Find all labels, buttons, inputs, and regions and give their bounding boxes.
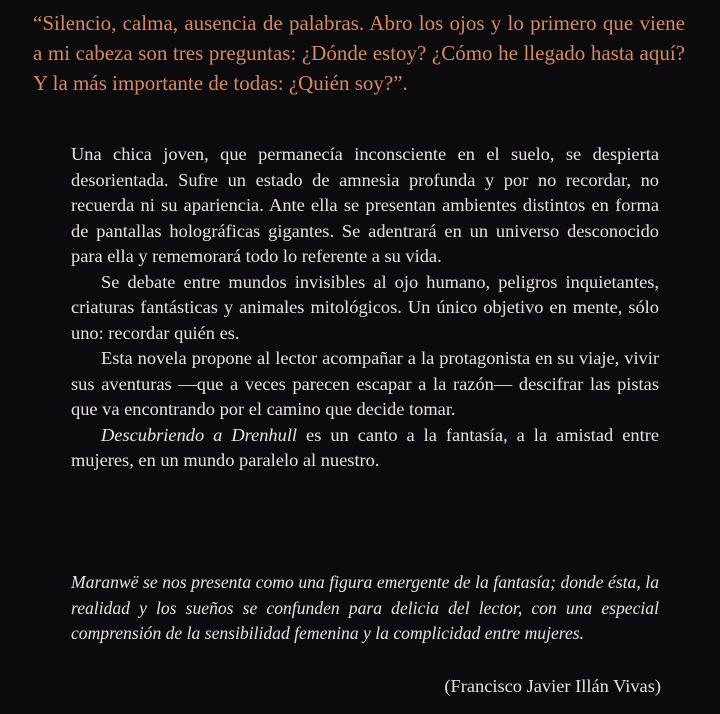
review-author: (Francisco Javier Illán Vivas)	[444, 676, 661, 696]
synopsis-paragraph-4	[71, 423, 659, 474]
synopsis-paragraph-3: Esta novela propone al lector acompañar a la protagonista en su viaje, vivir sus aventuras —que a veces parecen escapar a la razón— descifrar las pistas que va encontrando por el camino que decide tomar.	[71, 348, 659, 419]
book-title: Descubriendo a Drenhull	[101, 424, 298, 445]
synopsis-paragraph-4-text: es un canto a la fantasía, a la amistad entre mujeres, en un mundo paralelo al nuestro.	[71, 424, 659, 470]
review-text: Maranwë se nos presenta como una figura emergente de la fantasía; donde ésta, la realidad y los sueños se confunden para delicia del lector, con una especial comprensión de la sensibilidad femenina y la complicidad entre mujeres.	[71, 572, 659, 643]
synopsis	[71, 142, 659, 474]
synopsis-paragraph-1: Una chica joven, que permanecía inconsciente en el suelo, se despierta desorientada. Sufre un estado de amnesia profunda y por no recordar, no recuerda ni su apariencia. Ante ella se presentan ambientes distintos en forma de pantallas holográficas gigantes. Se adentrará en un universo desconocido para ella y rememorará todo lo referente a su vida.	[71, 144, 659, 266]
synopsis-paragraph-2: Se debate entre mundos invisibles al ojo humano, peligros inquietantes, criaturas fantásticas y animales mitológicos. Un único objetivo en mente, sólo uno: recordar quién es.	[71, 271, 659, 343]
opening-quote: “Silencio, calma, ausencia de palabras. Abro los ojos y lo primero que viene a mi cabeza son tres preguntas: ¿Dónde estoy? ¿Cómo he llegado hasta aquí? Y la más importante de todas: ¿Quién soy?”.	[33, 11, 685, 95]
